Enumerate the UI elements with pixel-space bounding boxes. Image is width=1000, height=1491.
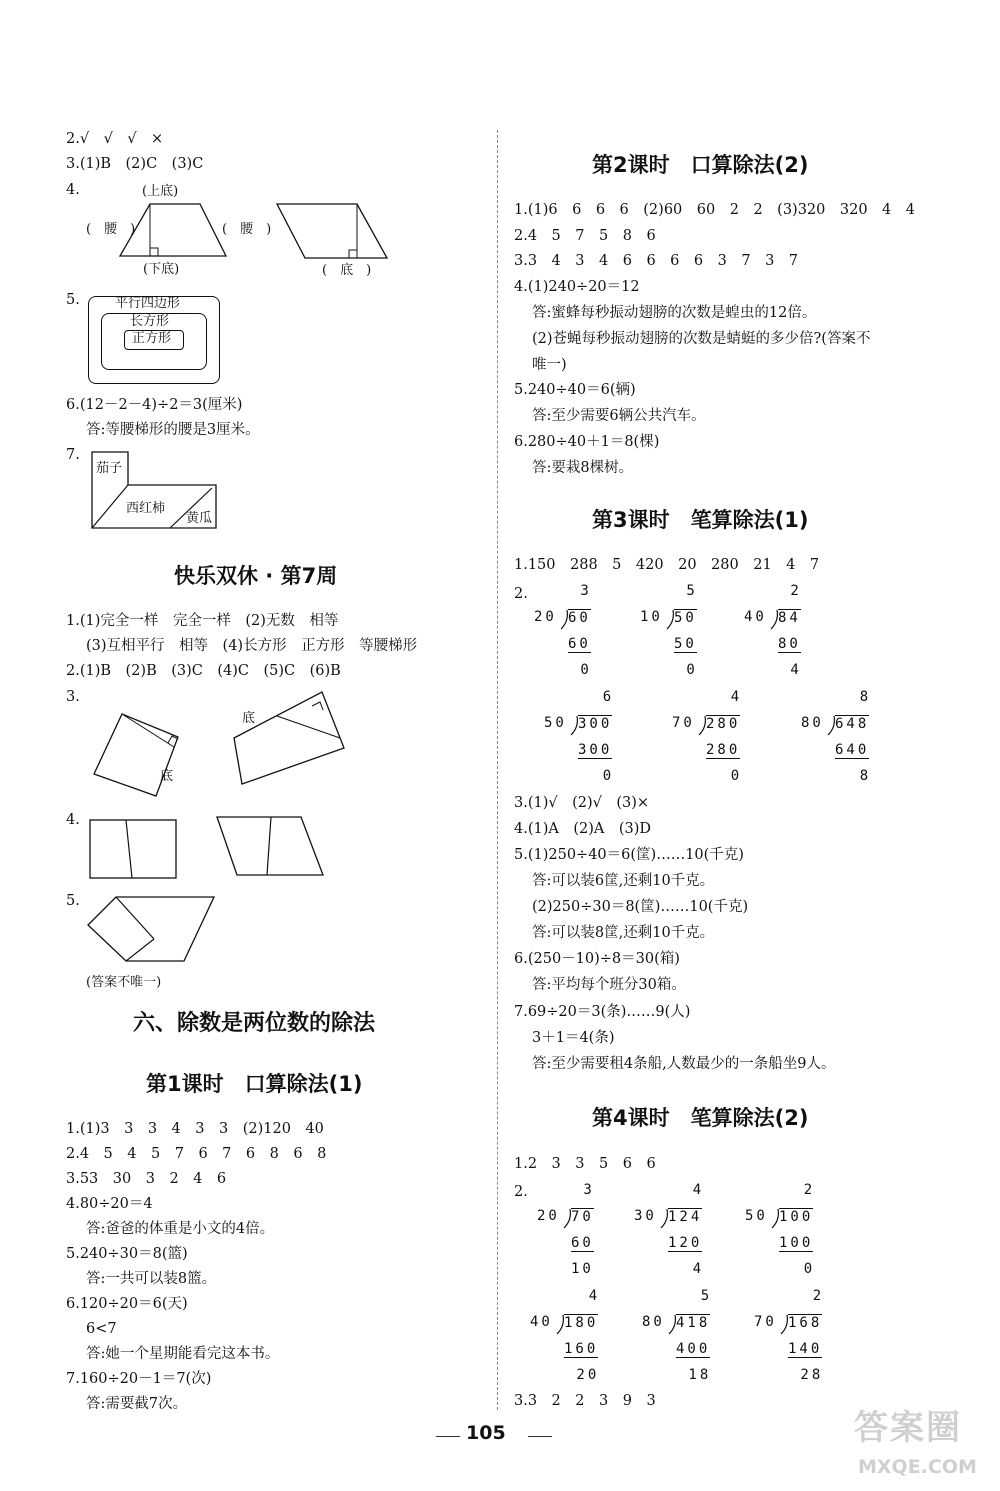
division-divisor: 20 xyxy=(534,609,557,626)
division-remainder: 20 xyxy=(576,1366,600,1383)
l2-answer-4-reply: 答:蜜蜂每秒振动翅膀的次数是蝗虫的12倍。 xyxy=(532,305,817,321)
division-divisor: 40 xyxy=(530,1314,553,1331)
l1-answer-6-reply: 答:她一个星期能看完这本书。 xyxy=(86,1346,280,1362)
division-quotient: 3 xyxy=(580,583,592,599)
division-dividend: 100 xyxy=(779,1209,814,1226)
division-product: 400 xyxy=(676,1340,711,1357)
division-product: 60 xyxy=(571,1234,594,1251)
w4-parallelogram-figure xyxy=(215,815,327,879)
division-quotient: 2 xyxy=(790,583,802,599)
l2-answer-1: 1.(1)6 6 6 6 (2)60 60 2 2 (3)320 320 4 4 xyxy=(514,202,916,218)
trap-leg-right-label: ( 腰 ) xyxy=(222,222,272,237)
division-bracket xyxy=(770,609,780,631)
answer-5-label: 5. xyxy=(66,292,80,308)
division-divisor: 80 xyxy=(801,715,824,732)
l1-answer-5-reply: 答:一共可以装8篮。 xyxy=(86,1271,217,1287)
division-quotient: 2 xyxy=(803,1182,816,1198)
division-product: 300 xyxy=(578,741,613,758)
division-product: 50 xyxy=(674,635,697,652)
division-bracket xyxy=(556,1314,566,1336)
week-answer-1a: 1.(1)完全一样 完全一样 (2)无数 相等 xyxy=(66,613,339,629)
division-divisor: 50 xyxy=(544,715,567,732)
l3-answer-3: 3.(1)√ (2)√ (3)× xyxy=(514,795,650,811)
division-divisor: 70 xyxy=(672,715,695,732)
l3-answer-6: 6.(250－10)÷8＝30(箱) xyxy=(514,951,680,967)
w3-base-label-2: 底 xyxy=(242,711,256,726)
division-dividend: 180 xyxy=(564,1315,599,1332)
l3-answer-1: 1.150 288 5 420 20 280 21 4 7 xyxy=(514,557,820,573)
division-bracket xyxy=(827,715,837,737)
l2-answer-5-reply: 答:至少需要6辆公共汽车。 xyxy=(532,408,706,424)
division-product: 160 xyxy=(564,1340,599,1357)
venn-outer-label: 平行四边形 xyxy=(115,296,181,311)
l2-answer-4-part2: (2)苍蝇每秒振动翅膀的次数是蜻蜓的多少倍?(答案不 xyxy=(532,331,871,347)
heading-lesson-3: 第3课时 笔算除法(1) xyxy=(592,508,809,532)
l2-answer-6-reply: 答:要栽8棵树。 xyxy=(532,460,634,476)
division-dividend: 84 xyxy=(778,610,801,627)
venn-mid-label: 长方形 xyxy=(130,314,170,329)
division-remainder: 0 xyxy=(686,661,698,678)
division-product: 100 xyxy=(779,1234,814,1251)
division-divisor: 40 xyxy=(744,609,767,626)
footer-rule-left xyxy=(436,1436,460,1437)
division-quotient: 6 xyxy=(602,689,615,705)
l3-answer-7: 7.69÷20＝3(条)……9(人) xyxy=(514,1004,691,1020)
l3-answer-7-reply: 答:至少需要租4条船,人数最少的一条船坐9人。 xyxy=(532,1056,836,1072)
l2-answer-4-part2-cont: 唯一) xyxy=(532,357,567,373)
l4-answer-1: 1.2 3 3 5 6 6 xyxy=(514,1156,656,1172)
l2-answer-6: 6.280÷40＋1＝8(棵) xyxy=(514,434,660,450)
w5-parallelogram-figure xyxy=(86,895,216,965)
division-remainder: 4 xyxy=(692,1260,705,1277)
trap-top-label: (上底) xyxy=(142,184,179,199)
division-dividend: 280 xyxy=(706,716,741,733)
w4-rectangle-figure xyxy=(88,818,180,880)
l1-answer-5: 5.240÷30＝8(篮) xyxy=(66,1246,188,1262)
l1-answer-6-compare: 6<7 xyxy=(86,1321,117,1337)
division-bracket xyxy=(570,715,580,737)
l3-answer-5-reply2: 答:可以装8筐,还剩10千克。 xyxy=(532,925,715,941)
heading-lesson-4: 第4课时 笔算除法(2) xyxy=(592,1106,809,1130)
veg-label-cucumber: 黄瓜 xyxy=(186,511,213,526)
division-divisor: 10 xyxy=(640,609,663,626)
trap-leg-left-label: ( 腰 ) xyxy=(86,222,136,237)
l2-answer-2: 2.4 5 7 5 8 6 xyxy=(514,228,656,244)
division-quotient: 3 xyxy=(583,1182,595,1198)
division-bracket xyxy=(668,1314,678,1336)
l4-answer-2-label: 2. xyxy=(514,1184,528,1200)
division-quotient: 4 xyxy=(692,1182,705,1198)
division-remainder: 4 xyxy=(790,661,802,678)
division-quotient: 8 xyxy=(859,689,872,705)
division-dividend: 168 xyxy=(788,1315,823,1332)
division-product: 80 xyxy=(778,635,801,652)
division-divisor: 70 xyxy=(754,1314,777,1331)
division-dividend: 300 xyxy=(578,716,613,733)
division-dividend: 124 xyxy=(668,1209,703,1226)
l1-answer-4: 4.80÷20＝4 xyxy=(66,1196,153,1212)
l2-answer-4: 4.(1)240÷20＝12 xyxy=(514,279,640,295)
division-quotient: 5 xyxy=(700,1288,713,1304)
l3-answer-5-part1: 5.(1)250÷40＝6(筐)……10(千克) xyxy=(514,847,744,863)
division-bracket xyxy=(780,1314,790,1336)
l2-answer-3: 3.3 4 3 4 6 6 6 6 3 7 3 7 xyxy=(514,253,799,269)
division-remainder: 28 xyxy=(800,1366,824,1383)
l3-answer-2-label: 2. xyxy=(514,586,528,602)
division-product: 280 xyxy=(706,741,741,758)
w5-note: (答案不唯一) xyxy=(86,975,162,990)
heading-week7: 快乐双休 · 第7周 xyxy=(174,564,338,588)
division-dividend: 60 xyxy=(568,610,591,627)
footer-rule-right xyxy=(528,1436,552,1437)
l2-answer-5: 5.240÷40＝6(辆) xyxy=(514,382,636,398)
division-remainder: 18 xyxy=(688,1366,712,1383)
division-quotient: 4 xyxy=(588,1288,601,1304)
division-product: 140 xyxy=(788,1340,823,1357)
division-bracket xyxy=(698,715,708,737)
division-remainder: 10 xyxy=(571,1260,594,1277)
division-quotient: 2 xyxy=(812,1288,825,1304)
para-bottom-label: ( 底 ) xyxy=(322,263,372,278)
heading-lesson-1: 第1课时 口算除法(1) xyxy=(146,1072,363,1096)
l3-answer-5-reply1: 答:可以装6筐,还剩10千克。 xyxy=(532,873,715,889)
page-number: 105 xyxy=(466,1422,506,1444)
division-remainder: 0 xyxy=(580,661,592,678)
division-product: 60 xyxy=(568,635,591,652)
l3-answer-5-part2: (2)250÷30＝8(筐)……10(千克) xyxy=(532,899,749,915)
heading-lesson-2: 第2课时 口算除法(2) xyxy=(592,153,809,177)
l3-answer-7-step2: 3＋1＝4(条) xyxy=(532,1030,615,1046)
division-remainder: 0 xyxy=(602,767,615,784)
answer-2: 2.√ √ √ × xyxy=(66,131,164,147)
answer-6-reply: 答:等腰梯形的腰是3厘米。 xyxy=(86,422,260,438)
week-answer-5-label: 5. xyxy=(66,893,80,909)
division-remainder: 0 xyxy=(803,1260,816,1277)
venn-inner-label: 正方形 xyxy=(132,331,172,346)
division-dividend: 50 xyxy=(674,610,697,627)
heading-unit-6: 六、除数是两位数的除法 xyxy=(133,1011,376,1036)
division-dividend: 648 xyxy=(835,716,870,733)
week-answer-1b: (3)互相平行 相等 (4)长方形 正方形 等腰梯形 xyxy=(86,638,418,654)
division-product: 120 xyxy=(668,1234,703,1251)
division-divisor: 50 xyxy=(745,1208,768,1225)
parallelogram-figure xyxy=(275,202,395,262)
l1-answer-7: 7.160÷20－1＝7(次) xyxy=(66,1371,212,1387)
answer-3: 3.(1)B (2)C (3)C xyxy=(66,156,204,172)
division-divisor: 20 xyxy=(537,1208,560,1225)
division-bracket xyxy=(560,609,570,631)
answer-7-label: 7. xyxy=(66,447,80,463)
division-bracket xyxy=(563,1208,573,1230)
l1-answer-2: 2.4 5 4 5 7 6 7 6 8 6 8 xyxy=(66,1146,327,1162)
watermark-logo xyxy=(850,1398,990,1486)
division-dividend: 418 xyxy=(676,1315,711,1332)
division-bracket xyxy=(666,609,676,631)
division-divisor: 30 xyxy=(634,1208,657,1225)
l1-answer-1: 1.(1)3 3 3 4 3 3 (2)120 40 xyxy=(66,1121,324,1137)
l1-answer-4-reply: 答:爸爸的体重是小文的4倍。 xyxy=(86,1221,275,1237)
week-answer-2: 2.(1)B (2)B (3)C (4)C (5)C (6)B xyxy=(66,663,341,679)
veg-label-eggplant: 茄子 xyxy=(96,461,123,476)
division-remainder: 0 xyxy=(730,767,743,784)
watermark-bottom: MXQE.COM xyxy=(858,1456,977,1478)
division-divisor: 80 xyxy=(642,1314,665,1331)
w3-rotated-square-figure xyxy=(92,712,182,802)
division-dividend: 70 xyxy=(571,1209,594,1226)
w3-trapezoid-figure xyxy=(232,688,352,788)
week-answer-4-label: 4. xyxy=(66,812,80,828)
division-quotient: 5 xyxy=(686,583,698,599)
l3-answer-6-reply: 答:平均每个班分30箱。 xyxy=(532,977,686,993)
l1-answer-3: 3.53 30 3 2 4 6 xyxy=(66,1171,227,1187)
answer-4-label: 4. xyxy=(66,182,80,198)
veg-label-tomato: 西红柿 xyxy=(126,501,166,516)
watermark-top: 答案圈 xyxy=(854,1408,962,1448)
w3-base-label-1: 底 xyxy=(160,769,174,784)
division-bracket xyxy=(660,1208,670,1230)
answer-6: 6.(12－2－4)÷2＝3(厘米) xyxy=(66,397,243,413)
column-divider xyxy=(497,130,498,1410)
week-answer-3-label: 3. xyxy=(66,689,80,705)
division-product: 640 xyxy=(835,741,870,758)
l4-answer-3: 3.3 2 2 3 9 3 xyxy=(514,1393,656,1409)
division-remainder: 8 xyxy=(859,767,872,784)
trap-bottom-label: (下底) xyxy=(143,262,180,277)
l1-answer-6: 6.120÷20＝6(天) xyxy=(66,1296,188,1312)
l3-answer-4: 4.(1)A (2)A (3)D xyxy=(514,821,652,837)
division-quotient: 4 xyxy=(730,689,743,705)
division-bracket xyxy=(771,1208,781,1230)
l1-answer-7-reply: 答:需要截7次。 xyxy=(86,1396,188,1412)
